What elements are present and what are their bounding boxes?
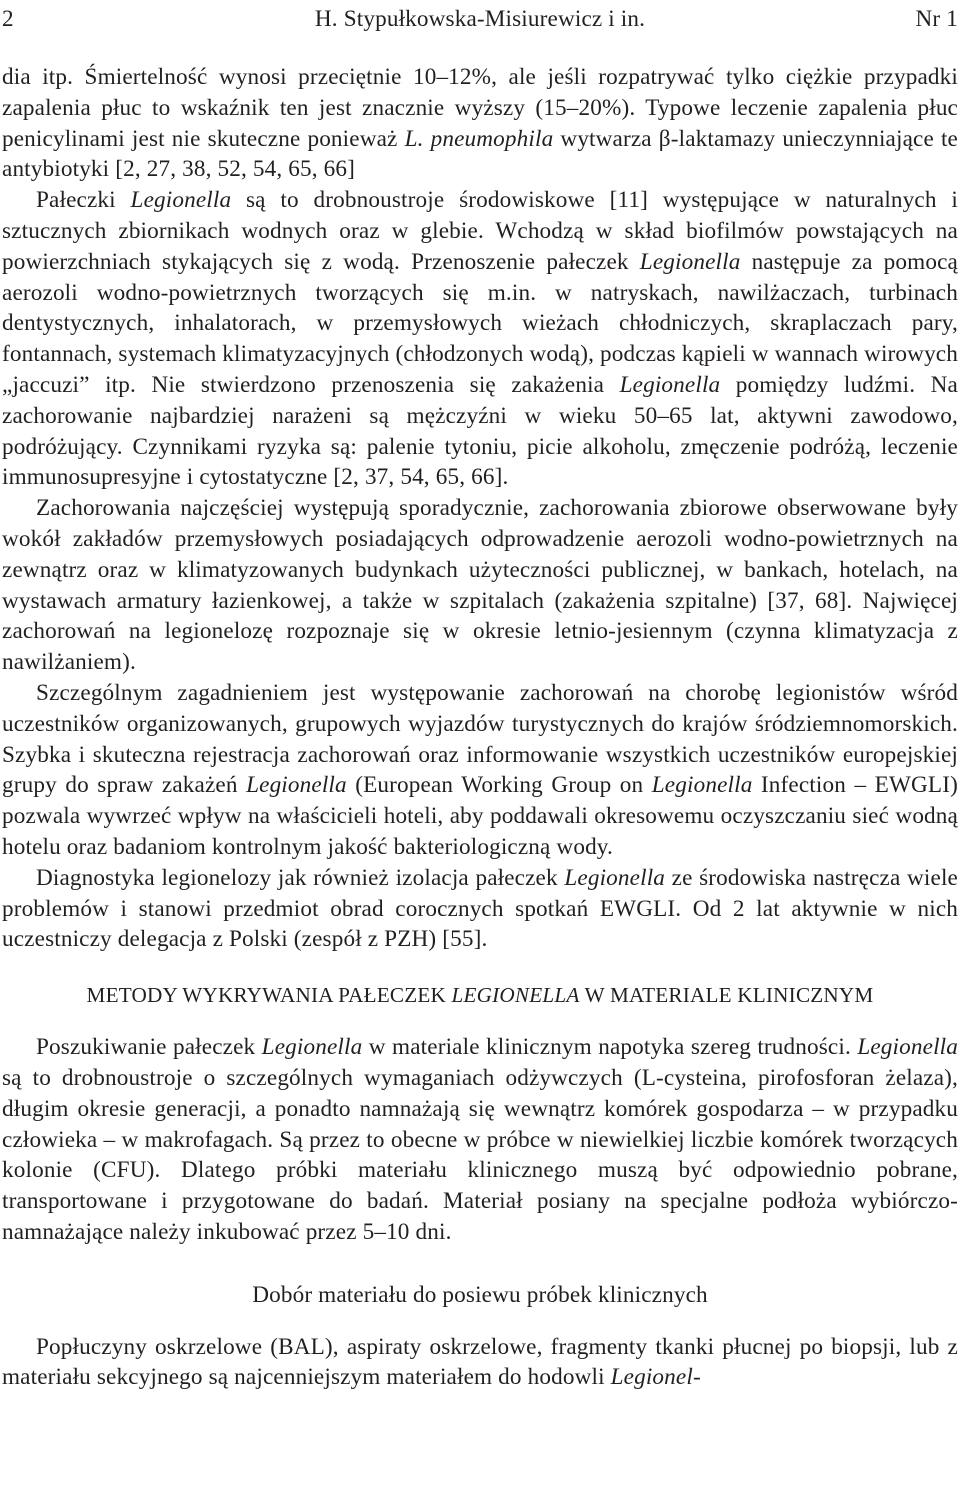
paragraph-clinical-material: Poszukiwanie pałeczek Legionella w materiale klinicznym napotyka szereg trudności. Legionella są to drobnoustroje o szczególnych wymaganiach odżywczych (L-cysteina, pirofosforan żelaza), długim okresie generacji, a ponadto namnażają się wewnątrz komórek gospodarza – w przypadku człowieka – w makrofagach. Są przez to obecne w próbce w niewielkiej liczbie komórek tworzących kolonie (CFU). Dlatego próbki materiału klinicznego muszą być odpowiednio pobrane, transportowane i przygotowane do badań. Materiał posiany na specjalne podłoża wybiórczo-namnażające należy inkubować przez 5–10 dni. (2, 1034, 958, 1245)
paragraph-outbreaks: Zachorowania najczęściej występują sporadycznie, zachorowania zbiorowe obserwowane były wokół zakładów przemysłowych posiadających odprowadzenie aerozoli wodno-powietrznych na zewnątrz oraz w klimatyzowanych budynkach użyteczności publicznej, w bankach, hotelach, na wystawach armatury łazienkowej, a także w szpitalach (zakażenia szpitalne) [37, 68]. Najwięcej zachorowań na legionelozę rozpoznaje się w okresie letnio-jesiennym (czynna klimatyzacja z nawilżaniem). (2, 495, 958, 676)
paragraph-legionella-environment: Pałeczki Legionella są to drobnoustroje środowiskowe [11] występujące w naturalnych i sztucznych zbiornikach wodnych oraz w glebie. Wchodzą w skład biofilmów powstających na powierzchniach stykających się z wodą. Przenoszenie pałeczek Legionella następuje za pomocą aerozoli wodno-powietrznych tworzących się m.in. w natryskach, nawilżaczach, turbinach dentystycznych, inhalatorach, w przemysłowych wieżach chłodniczych, skraplaczach pary, fontannach, systemach klimatyzacyjnych (chłodzonych wodą), podczas kąpieli w wannach wirowych „jaccuzi” itp. Nie stwierdzono przenoszenia się zakażenia Legionella pomiędzy ludźmi. Na zachorowanie najbardziej narażeni są mężczyźni w wieku 50–65 lat, aktywni zawodowo, podróżujący. Czynnikami ryzyka są: palenie tytoniu, picie alkoholu, zmęczenie podróżą, leczenie immunosupresyjne i cytostatyczne [2, 37, 54, 65, 66]. (2, 187, 958, 491)
running-head-authors: H. Stypułkowska-Misiurewicz i in. (314, 6, 646, 32)
paragraph-continued: dia itp. Śmiertelność wynosi przeciętnie 10–12%, ale jeśli rozpatrywać tylko ciężkie przypadki zapalenia płuc to wskaźnik ten jest znacznie wyższy (15–20%). Typowe leczenie zapalenia płuc penicylinami jest nie skuteczne ponieważ L. pneumophila wytwarza β-laktamazy unieczynniające te antybiotyki [2, 27, 38, 52, 54, 65, 66] (2, 64, 958, 183)
page-number: 2 (2, 6, 14, 32)
genus-name: Legionella (246, 772, 347, 799)
genus-name: Legionella (639, 248, 741, 275)
paragraph-ewgli: Szczególnym zagadnieniem jest występowanie zachorowań na chorobę legionistów wśród uczestników organizowanych, grupowych wyjazdów turystycznych do krajów śródziemnomorskich. Szybka i skuteczna rejestracja zachorowań oraz informowanie wszystkich uczestników europejskiej grupy do spraw zakażeń Legionella (European Working Group on Legionella Infection – EWGLI) pozwala wywrzeć wpływ na właścicieli hoteli, aby poddawali okresowemu oczyszczaniu sieć wodną hotelu oraz badaniom kontrolnym jakość bakteriologiczną wody. (2, 679, 958, 860)
paragraph-diagnostics: Diagnostyka legionelozy jak również izolacja pałeczek Legionella ze środowiska nastręcza wiele problemów i stanowi przedmiot obrad corocznych spotkań EWGLI. Od 2 lat aktywnie w nich uczestniczy delegacja z Polski (zespół z PZH) [55]. (2, 864, 958, 953)
genus-name: Legionella (651, 772, 753, 799)
section-heading: METODY WYKRYWANIA PAŁECZEK LEGIONELLA W MATERIALE KLINICZNYM (86, 983, 874, 1008)
paragraph-sample-selection: Popłuczyny oskrzelowe (BAL), aspiraty oskrzelowe, fragmenty tkanki płucnej po biopsji, lub z materiału sekcyjnego są najcenniejszym materiałem do hodowli Legionel- (2, 1333, 958, 1391)
body-text (2, 62, 958, 1393)
genus-name: Legionel- (610, 1364, 701, 1391)
journal-issue: Nr 1 (915, 6, 958, 32)
subsection-heading: Dobór materiału do posiewu próbek klinicznych (252, 1281, 708, 1308)
species-name: L. pneumophila (404, 125, 554, 152)
genus-name: Legionella (619, 371, 721, 398)
running-head (0, 2, 960, 36)
genus-name: Legionella (261, 1034, 363, 1061)
genus-name: LEGIONELLA (451, 983, 580, 1008)
genus-name: Legionella (857, 1034, 958, 1061)
genus-name: Legionella (130, 187, 232, 214)
genus-name: Legionella (564, 864, 666, 891)
